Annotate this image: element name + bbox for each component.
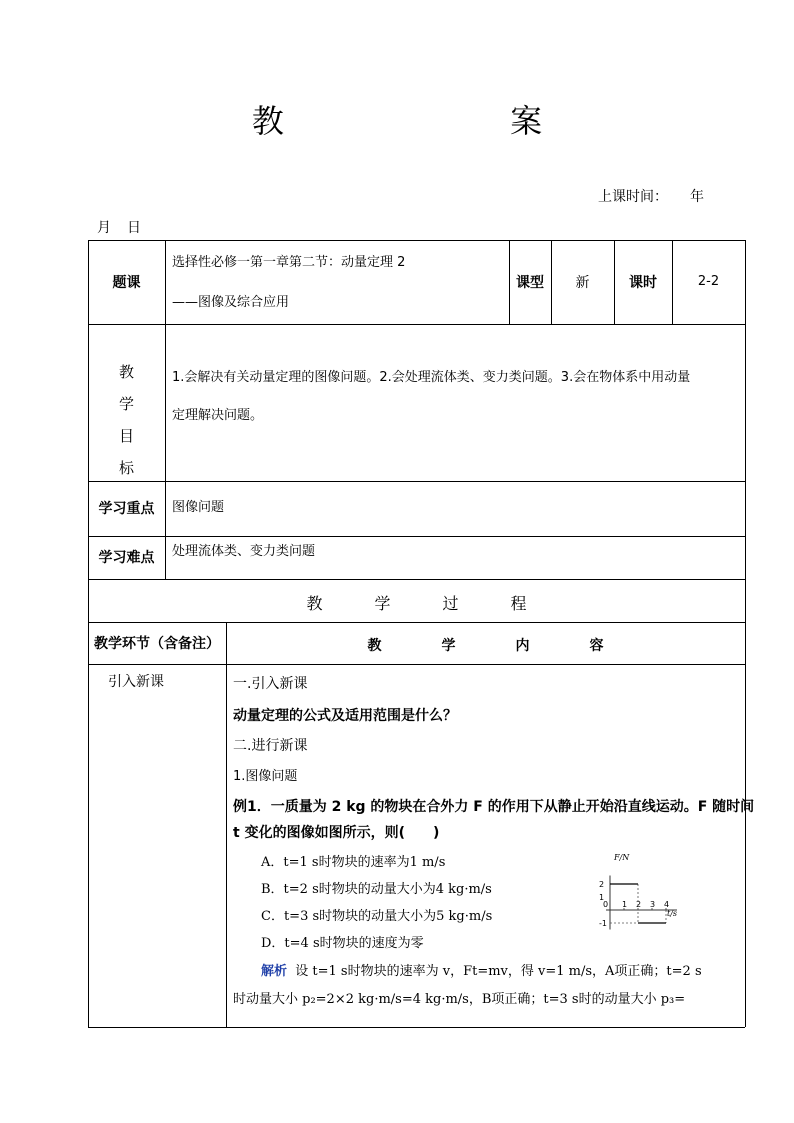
y-tick-label: 2 [599, 880, 605, 889]
teaching-process-heading [88, 591, 745, 614]
x-axis-label: t/s [667, 909, 678, 918]
x-tick-label: 2 [636, 900, 642, 909]
year-label: 年 [690, 189, 704, 205]
analysis-text-1: 设 t=1 s时物块的速率为 v，Ft=mv，得 v=1 m/s，A项正确；t=2 s [295, 964, 702, 979]
option-a: A．t=1 s时物块的速率为1 m/s [261, 855, 446, 870]
x-tick-label: 4 [664, 900, 670, 909]
process-char: 教 [306, 594, 323, 613]
teaching-goal-label [88, 356, 165, 484]
day-label: 日 [127, 220, 141, 236]
goal-char: 标 [118, 459, 134, 477]
question-formula: 动量定理的公式及适用范围是什么？ [233, 708, 457, 724]
option-b: B．t=2 s时物块的动量大小为4 kg·m/s [261, 882, 492, 897]
lesson-type-value: 新 [575, 275, 590, 291]
analysis-line-2: 时动量大小 p₂=2×2 kg·m/s=4 kg·m/s，B项正确；t=3 s时的动量大小 p₃= [233, 992, 686, 1007]
class-time-line [598, 186, 704, 206]
x-tick-label: 3 [650, 900, 656, 909]
lesson-type-label: 课型 [516, 275, 544, 291]
class-time-label: 上课时间： [598, 189, 668, 205]
section-new: 二.进行新课 [233, 738, 308, 754]
teaching-goal-line-2: 定理解决问题。 [172, 408, 264, 423]
topic-label: 题课 [112, 275, 141, 291]
topic-line-1: 选择性必修一第一章第二节：动量定理 2 [172, 255, 406, 270]
force-time-chart [596, 850, 722, 936]
process-char: 学 [374, 594, 391, 613]
teaching-content-heading [226, 635, 745, 655]
content-char: 容 [589, 638, 604, 654]
difficult-point-label: 学习难点 [98, 550, 155, 566]
option-d: D．t=4 s时物块的速度为零 [261, 936, 424, 951]
key-point-label: 学习重点 [98, 501, 155, 517]
key-point-value: 图像问题 [172, 500, 225, 515]
content-char: 学 [441, 638, 456, 654]
x-tick-label: 0 [603, 900, 609, 909]
month-label: 月 [97, 220, 111, 236]
difficult-point-value: 处理流体类、变力类问题 [172, 544, 316, 559]
section-intro: 一.引入新课 [233, 676, 308, 692]
content-char: 内 [515, 638, 530, 654]
topic-line-2: ——图像及综合应用 [172, 295, 290, 310]
analysis-line-1 [261, 960, 702, 979]
y-tick-label: 1 [599, 893, 605, 902]
y-axis-label: F/N [614, 853, 630, 862]
process-char: 过 [442, 594, 459, 613]
hours-label: 课时 [629, 275, 657, 291]
teaching-step-value: 引入新课 [108, 674, 164, 690]
analysis-label: 解析 [261, 964, 288, 979]
example-line-2: t 变化的图像如图所示，则( ) [233, 825, 440, 841]
option-c: C．t=3 s时物块的动量大小为5 kg·m/s [261, 909, 493, 924]
goal-char: 学 [118, 395, 134, 413]
y-tick-label: -1 [599, 919, 607, 928]
page-title: 教 案 [251, 102, 651, 140]
teaching-step-label: 教学环节（含备注） [94, 636, 220, 652]
content-char: 教 [367, 638, 382, 654]
goal-char: 教 [118, 363, 134, 381]
process-char: 程 [510, 594, 527, 613]
example-line-1: 例1．一质量为 2 kg 的物块在合外力 F 的作用下从静止开始沿直线运动。F 随时间 [233, 799, 755, 815]
section-graph: 1.图像问题 [233, 769, 298, 784]
goal-char: 目 [118, 427, 134, 445]
teaching-goal-line-1: 1.会解决有关动量定理的图像问题。2.会处理流体类、变力类问题。3.会在物体系中用动量 [172, 370, 691, 385]
hours-value: 2-2 [697, 274, 720, 289]
month-day-line [97, 217, 141, 237]
x-tick-label: 1 [622, 900, 628, 909]
